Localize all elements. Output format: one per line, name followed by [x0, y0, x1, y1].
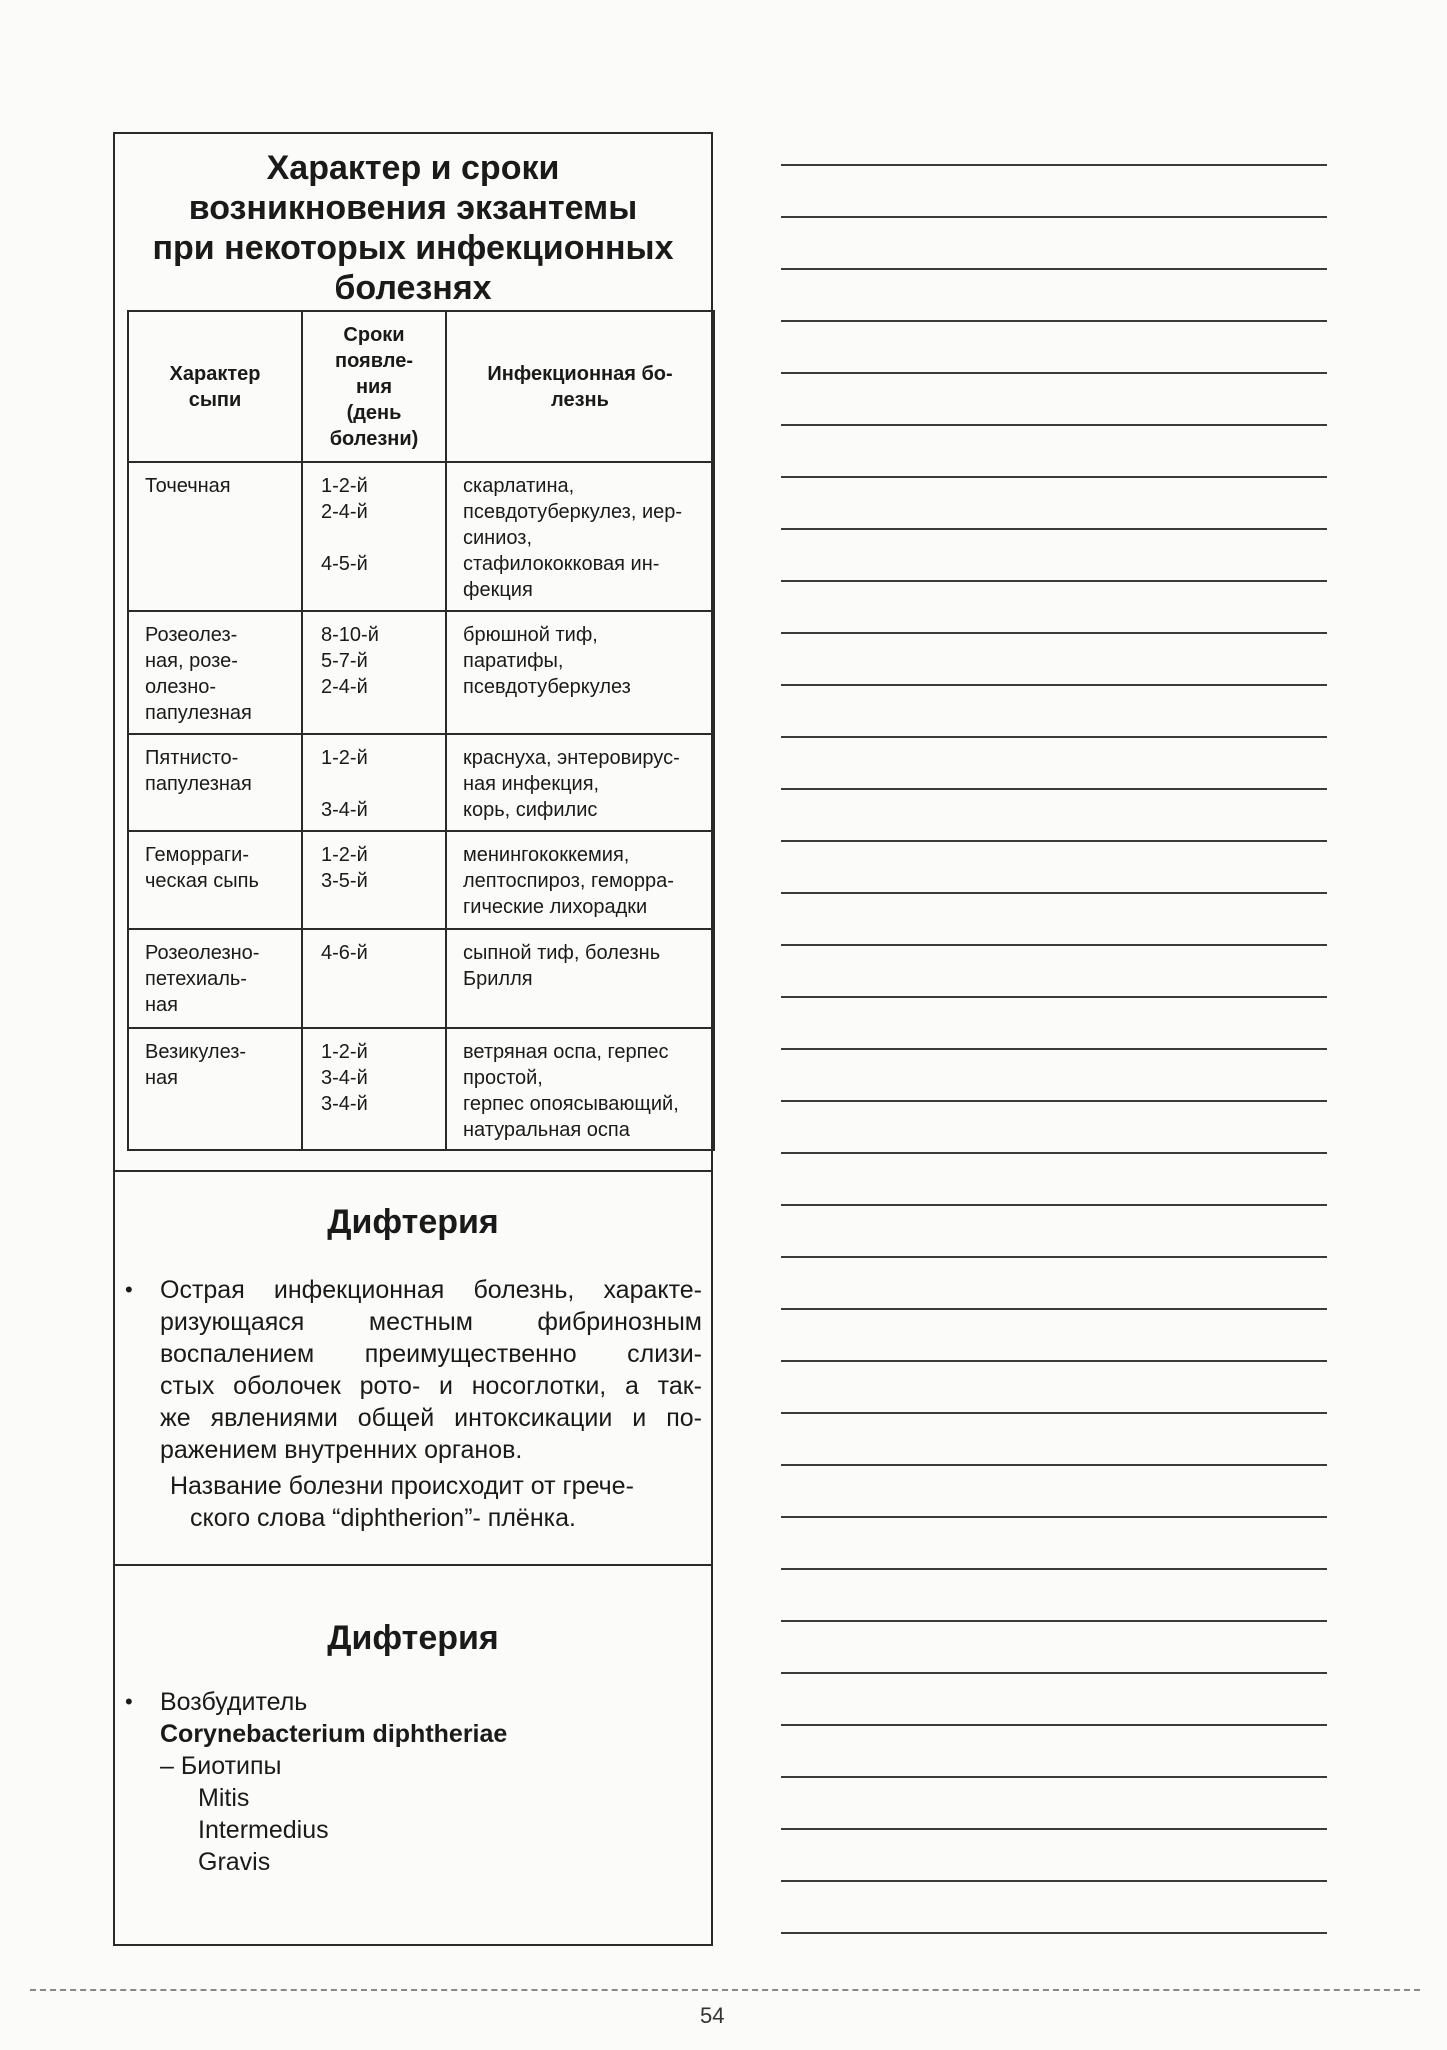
exanthema-title-line: при некоторых инфекционных: [152, 229, 674, 267]
note-line: [781, 684, 1327, 686]
note-line: [781, 996, 1327, 998]
onset-days-cell: 1-2-й 2-4-й 4-5-й: [302, 462, 446, 611]
section-divider: [115, 1564, 711, 1566]
note-line: [781, 1672, 1327, 1674]
table-row: [128, 1028, 714, 1150]
note-line: [781, 1828, 1327, 1830]
exanthema-title: [115, 148, 711, 308]
note-line: [781, 1152, 1327, 1154]
rash-type-cell: Точечная: [128, 462, 302, 611]
note-line: [781, 1360, 1327, 1362]
note-line: [781, 1412, 1327, 1414]
disease-cell: сыпной тиф, болезнь Брилля: [446, 929, 714, 1028]
table-row: [128, 462, 714, 611]
table-header-row: [128, 311, 714, 462]
name-origin-line: ского слова “diphtherion”- плёнка.: [190, 1504, 576, 1532]
definition-line: ражением внутренних органов.: [160, 1436, 523, 1464]
biotype-item: Mitis: [198, 1784, 250, 1812]
note-line: [781, 1516, 1327, 1518]
name-origin-line: Название болезни происходит от грече-: [170, 1472, 634, 1500]
note-line: [781, 1568, 1327, 1570]
note-line: [781, 1464, 1327, 1466]
table-row: [128, 929, 714, 1028]
note-line: [781, 944, 1327, 946]
definition-line: стых оболочек рото- и носоглотки, а так-: [160, 1372, 702, 1400]
note-line: [781, 736, 1327, 738]
content-frame: [113, 132, 713, 1946]
note-line: [781, 1100, 1327, 1102]
footer-divider: [30, 1989, 1420, 1991]
organism-name: Corynebacterium diphtheriae: [160, 1720, 508, 1748]
note-line: [781, 1724, 1327, 1726]
biotype-item: Intermedius: [198, 1816, 329, 1844]
exanthema-table: [127, 310, 715, 1151]
note-line: [781, 580, 1327, 582]
note-line: [781, 1620, 1327, 1622]
disease-cell: менингококкемия, лептоспироз, геморра- гические лихорадки: [446, 831, 714, 929]
disease-cell: краснуха, энтеровирус- ная инфекция, корь, сифилис: [446, 734, 714, 831]
exanthema-title-line: Характер и сроки: [266, 149, 560, 187]
note-line: [781, 528, 1327, 530]
note-line: [781, 476, 1327, 478]
note-line: [781, 840, 1327, 842]
definition-line: же явлениями общей интоксикации и по-: [160, 1404, 702, 1432]
table-row: [128, 611, 714, 734]
note-line: [781, 1308, 1327, 1310]
onset-days-cell: 1-2-й 3-5-й: [302, 831, 446, 929]
bullet-icon: •: [125, 1277, 133, 1302]
biotypes-label: – Биотипы: [160, 1752, 282, 1780]
definition-paragraph: [160, 1274, 702, 1466]
note-line: [781, 1932, 1327, 1934]
diphtheria-agent-title: Дифтерия: [327, 1619, 499, 1657]
disease-cell: скарлатина, псевдотуберкулез, иер- синиоз, стафилококковая ин- фекция: [446, 462, 714, 611]
note-line: [781, 1256, 1327, 1258]
onset-days-cell: 1-2-й 3-4-й 3-4-й: [302, 1028, 446, 1150]
onset-days-cell: 8-10-й 5-7-й 2-4-й: [302, 611, 446, 734]
disease-cell: ветряная оспа, герпес простой, герпес опоясывающий, натуральная оспа: [446, 1028, 714, 1150]
exanthema-title-line: возникновения экзантемы: [188, 189, 638, 227]
definition-line: ризующаяся местным фибринозным: [160, 1308, 702, 1336]
note-line: [781, 892, 1327, 894]
definition-line: воспалением преимущественно слизи-: [160, 1340, 702, 1368]
header-rash-type: Характер сыпи: [128, 311, 302, 462]
note-line: [781, 216, 1327, 218]
section-divider: [115, 1170, 711, 1172]
note-line: [781, 1776, 1327, 1778]
note-line: [781, 1204, 1327, 1206]
rash-type-cell: Геморраги- ческая сыпь: [128, 831, 302, 929]
agent-list: [160, 1686, 702, 1878]
name-origin-paragraph: [170, 1470, 700, 1534]
onset-days-cell: 4-6-й: [302, 929, 446, 1028]
note-line: [781, 372, 1327, 374]
note-line: [781, 632, 1327, 634]
note-line: [781, 268, 1327, 270]
note-line: [781, 1880, 1327, 1882]
rash-type-cell: Розеолезно- петехиаль- ная: [128, 929, 302, 1028]
note-line: [781, 788, 1327, 790]
header-disease: Инфекционная бо- лезнь: [446, 311, 714, 462]
disease-cell: брюшной тиф, паратифы, псевдотуберкулез: [446, 611, 714, 734]
note-line: [781, 320, 1327, 322]
page-number: 54: [700, 2003, 725, 2028]
note-line: [781, 424, 1327, 426]
exanthema-title-line: болезнях: [334, 269, 492, 307]
bullet-icon: •: [125, 1689, 133, 1714]
agent-label: Возбудитель: [160, 1688, 308, 1716]
rash-type-cell: Пятнисто- папулезная: [128, 734, 302, 831]
biotype-item: Gravis: [198, 1848, 271, 1876]
note-line: [781, 1048, 1327, 1050]
definition-line: Острая инфекционная болезнь, характе-: [160, 1276, 702, 1304]
header-onset-days: Сроки появле- ния (день болезни): [302, 311, 446, 462]
diphtheria-definition-title: Дифтерия: [327, 1203, 499, 1241]
onset-days-cell: 1-2-й 3-4-й: [302, 734, 446, 831]
rash-type-cell: Розеолез- ная, розе- олезно- папулезная: [128, 611, 302, 734]
note-line: [781, 164, 1327, 166]
rash-type-cell: Везикулез- ная: [128, 1028, 302, 1150]
table-row: [128, 734, 714, 831]
table-row: [128, 831, 714, 929]
